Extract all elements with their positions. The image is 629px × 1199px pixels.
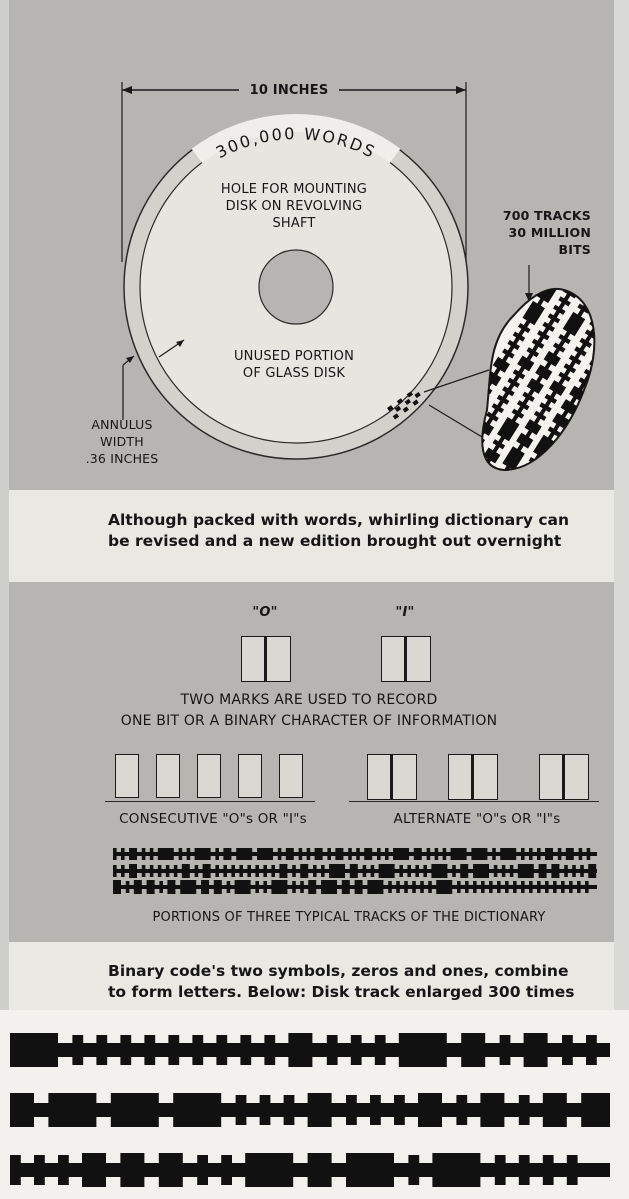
typical-track-1-block bbox=[364, 848, 372, 860]
tracks-label-line-3: BITS bbox=[558, 242, 591, 257]
hole-label-line-2: DISK ON REVOLVING bbox=[225, 199, 363, 214]
typical-track-1-block bbox=[566, 848, 574, 860]
hole-label-line-3: SHAFT bbox=[272, 216, 316, 231]
typical-track-2-tick bbox=[239, 865, 243, 877]
enlarged-track-1-tick bbox=[562, 1035, 573, 1065]
mounting-hole bbox=[259, 250, 333, 324]
enlarged-track-2-block bbox=[543, 1093, 567, 1127]
blob-track-1-block bbox=[460, 401, 482, 425]
blob-track-1-block bbox=[451, 423, 468, 439]
typical-track-2-tick bbox=[572, 865, 576, 877]
enlarged-track-3-tick bbox=[10, 1155, 21, 1185]
typical-track-1-block bbox=[257, 848, 273, 860]
typical-track-2-tick bbox=[399, 865, 403, 877]
typical-track-1-block bbox=[500, 848, 516, 860]
enlarged-track-3-tick bbox=[519, 1155, 530, 1185]
enlarged-track-2-tick bbox=[456, 1095, 467, 1125]
typical-track-1-tick bbox=[529, 848, 533, 860]
enlarged-track-1-tick bbox=[240, 1035, 251, 1065]
typical-track-1-tick bbox=[377, 848, 381, 860]
typical-track-2-block bbox=[379, 864, 395, 878]
hole-label bbox=[189, 181, 399, 232]
typical-track-3-tick bbox=[292, 881, 296, 893]
enlarged-track-marks-large bbox=[0, 1010, 629, 1199]
typical-track-3-tick bbox=[569, 881, 573, 893]
enlarged-track-2-block bbox=[173, 1093, 221, 1127]
enlarged-track-2-tick bbox=[519, 1095, 530, 1125]
annulus-label bbox=[67, 416, 177, 467]
enlarged-track-3-tick bbox=[197, 1155, 208, 1185]
enlargement-leader-bottom bbox=[429, 405, 487, 440]
typical-track-2-block bbox=[350, 864, 358, 878]
enlarged-track-3-tick bbox=[221, 1155, 232, 1185]
enlarged-track-1-tick bbox=[144, 1035, 155, 1065]
typical-track-2-tick bbox=[247, 865, 251, 877]
typical-track-2-block bbox=[279, 864, 287, 878]
typical-track-1-tick bbox=[113, 848, 117, 860]
enlarged-track-2-tick bbox=[236, 1095, 247, 1125]
typical-track-3-tick bbox=[481, 881, 485, 893]
typical-track-2-block bbox=[182, 864, 190, 878]
tracks-label bbox=[476, 207, 591, 258]
enlarged-track-3-tick bbox=[34, 1155, 45, 1185]
enlarged-track-1-tick bbox=[72, 1035, 83, 1065]
typical-track-2-tick bbox=[231, 865, 235, 877]
typical-track-3-block bbox=[235, 880, 251, 894]
typical-track-3-tick bbox=[126, 881, 130, 893]
typical-track-3-block bbox=[147, 880, 155, 894]
typical-track-2-block bbox=[431, 864, 447, 878]
typical-track-2-tick bbox=[121, 865, 125, 877]
typical-track-1-block bbox=[545, 848, 553, 860]
typical-track-1-tick bbox=[150, 848, 154, 860]
enlarged-track-3-block bbox=[308, 1153, 332, 1187]
unused-portion-label bbox=[204, 348, 384, 382]
typical-track-2-tick bbox=[415, 865, 419, 877]
enlarged-track-2-block bbox=[480, 1093, 504, 1127]
enlarged-track-1-block bbox=[524, 1033, 548, 1067]
typical-track-1-tick bbox=[435, 848, 439, 860]
typical-track-1-tick bbox=[356, 848, 360, 860]
disk-diagram-panel bbox=[9, 0, 614, 490]
typical-track-2-tick bbox=[423, 865, 427, 877]
typical-track-3-tick bbox=[545, 881, 549, 893]
typical-track-2-tick bbox=[494, 865, 498, 877]
blob-track-1-tick bbox=[442, 445, 455, 455]
blob-track-5-block bbox=[599, 338, 614, 354]
typical-track-2-tick bbox=[564, 865, 568, 877]
typical-track-2-tick bbox=[271, 865, 275, 877]
enlarged-track-3-block bbox=[346, 1153, 394, 1187]
typical-track-3-tick bbox=[537, 881, 541, 893]
typical-track-3-tick bbox=[412, 881, 416, 893]
typical-track-1-block bbox=[223, 848, 231, 860]
typical-track-3-tick bbox=[465, 881, 469, 893]
typical-track-2-tick bbox=[292, 865, 296, 877]
dimension-arrow-left bbox=[122, 86, 132, 94]
typical-track-3-tick bbox=[159, 881, 163, 893]
blob-track-5-block bbox=[607, 325, 614, 341]
typical-track-2-tick bbox=[174, 865, 178, 877]
typical-track-2-block bbox=[129, 864, 137, 878]
typical-track-3-block bbox=[271, 880, 287, 894]
typical-track-3-tick bbox=[428, 881, 432, 893]
typical-track-1-tick bbox=[142, 848, 146, 860]
typical-track-3-block bbox=[214, 880, 222, 894]
typical-track-3-block bbox=[113, 880, 121, 894]
typical-track-3-tick bbox=[300, 881, 304, 893]
typical-track-1-tick bbox=[427, 848, 431, 860]
enlarged-track-1-tick bbox=[375, 1035, 386, 1065]
typical-track-1-tick bbox=[385, 848, 389, 860]
typical-track-1-tick bbox=[327, 848, 331, 860]
dimension-arrow-right bbox=[456, 86, 466, 94]
enlarged-track-1-tick bbox=[120, 1035, 131, 1065]
typical-track-2-tick bbox=[502, 865, 506, 877]
typical-track-1-tick bbox=[121, 848, 125, 860]
typical-track-1-tick bbox=[492, 848, 496, 860]
enlarged-track-1-tick bbox=[216, 1035, 227, 1065]
typical-track-1-block bbox=[129, 848, 137, 860]
unused-label-line-1: UNUSED PORTION bbox=[233, 349, 355, 364]
typical-track-3-block bbox=[355, 880, 363, 894]
tracks-label-line-1: 700 TRACKS bbox=[502, 208, 591, 223]
typical-track-3-tick bbox=[553, 881, 557, 893]
typical-track-3-tick bbox=[489, 881, 493, 893]
tracks-label-line-2: 30 MILLION bbox=[508, 225, 591, 240]
enlarged-track-2-block bbox=[10, 1093, 34, 1127]
typical-track-2-block bbox=[518, 864, 534, 878]
enlarged-track-3-tick bbox=[543, 1155, 554, 1185]
typical-track-1-block bbox=[393, 848, 409, 860]
two-marks-line-1: TWO MARKS ARE USED TO RECORD bbox=[180, 692, 438, 708]
enlarged-track-3-block bbox=[82, 1153, 106, 1187]
typical-track-1-tick bbox=[179, 848, 183, 860]
tracks-caption: PORTIONS OF THREE TYPICAL TRACKS OF THE DICTIONARY bbox=[152, 910, 546, 925]
typical-track-3-tick bbox=[404, 881, 408, 893]
enlarged-disk-track bbox=[0, 1010, 629, 1199]
enlarged-track-1-block bbox=[288, 1033, 312, 1067]
two-marks-line-2: ONE BIT OR A BINARY CHARACTER OF INFORMATION bbox=[120, 713, 498, 729]
enlarged-track-1-block bbox=[399, 1033, 447, 1067]
typical-track-3-block bbox=[342, 880, 350, 894]
enlarged-track-2-block bbox=[418, 1093, 442, 1127]
blob-track-2-tick bbox=[467, 442, 480, 452]
typical-track-2-tick bbox=[215, 865, 219, 877]
typical-track-3-tick bbox=[585, 881, 589, 893]
blob-track-5-tick bbox=[510, 487, 523, 490]
enlarged-track-2-block bbox=[111, 1093, 159, 1127]
blob-track-3-block bbox=[587, 281, 604, 297]
enlarged-track-1-tick bbox=[586, 1035, 597, 1065]
typical-track-3-tick bbox=[263, 881, 267, 893]
dimension-label: 10 INCHES bbox=[249, 83, 329, 98]
caption-binary-line-2: to form letters. Below: Disk track enlarged 300 times bbox=[108, 983, 575, 1001]
typical-track-3-block bbox=[308, 880, 316, 894]
enlarged-track-1-block bbox=[10, 1033, 58, 1067]
blob-track-1-tick bbox=[447, 437, 460, 447]
typical-track-1-block bbox=[236, 848, 252, 860]
typical-track-3-tick bbox=[497, 881, 501, 893]
enlarged-track-3-block bbox=[245, 1153, 293, 1187]
caption-binary bbox=[108, 961, 575, 1003]
typical-track-2-tick bbox=[407, 865, 411, 877]
enlarged-track-2-block bbox=[308, 1093, 332, 1127]
typical-track-3-block bbox=[436, 880, 452, 894]
enlarged-track-1-tick bbox=[96, 1035, 107, 1065]
typical-track-2-tick bbox=[255, 865, 259, 877]
blob-track-2-block bbox=[458, 450, 475, 466]
typical-track-1-tick bbox=[521, 848, 525, 860]
enlarged-track-3-tick bbox=[58, 1155, 69, 1185]
typical-track-3-block bbox=[134, 880, 142, 894]
typical-track-1-tick bbox=[558, 848, 562, 860]
typical-track-1-tick bbox=[537, 848, 541, 860]
typical-track-2-tick bbox=[195, 865, 199, 877]
typical-track-3-tick bbox=[529, 881, 533, 893]
enlarged-track-2-tick bbox=[370, 1095, 381, 1125]
typical-tracks bbox=[9, 582, 614, 942]
typical-track-2-tick bbox=[166, 865, 170, 877]
typical-track-1-block bbox=[158, 848, 174, 860]
typical-track-3-tick bbox=[396, 881, 400, 893]
typical-track-1-block bbox=[335, 848, 343, 860]
typical-track-2-tick bbox=[580, 865, 584, 877]
typical-track-2-block bbox=[329, 864, 345, 878]
enlarged-track-1-tick bbox=[500, 1035, 511, 1065]
blob-track-5-tick bbox=[594, 352, 607, 362]
typical-track-1-block bbox=[414, 848, 422, 860]
typical-track-1-block bbox=[471, 848, 487, 860]
enlarged-track-2-tick bbox=[346, 1095, 357, 1125]
blob-track-4-tick bbox=[493, 477, 506, 487]
typical-track-3-block bbox=[167, 880, 175, 894]
typical-track-3-tick bbox=[505, 881, 509, 893]
typical-track-2-tick bbox=[113, 865, 117, 877]
enlarged-track-2-tick bbox=[284, 1095, 295, 1125]
enlarged-track-3-tick bbox=[567, 1155, 578, 1185]
typical-track-2-tick bbox=[363, 865, 367, 877]
enlarged-track-2-tick bbox=[260, 1095, 271, 1125]
annulus-label-line-2: WIDTH bbox=[100, 434, 144, 449]
enlarged-track-1-tick bbox=[327, 1035, 338, 1065]
typical-track-1-tick bbox=[187, 848, 191, 860]
typical-track-2-tick bbox=[510, 865, 514, 877]
typical-track-2-tick bbox=[263, 865, 267, 877]
typical-track-1-tick bbox=[299, 848, 303, 860]
typical-track-1-tick bbox=[579, 848, 583, 860]
typical-track-3-tick bbox=[420, 881, 424, 893]
typical-track-3-tick bbox=[227, 881, 231, 893]
caption-binary-line-1: Binary code's two symbols, zeros and ones, combine bbox=[108, 962, 569, 980]
caption-disk bbox=[108, 510, 569, 552]
typical-track-3-tick bbox=[521, 881, 525, 893]
typical-track-1-block bbox=[286, 848, 294, 860]
ring-text: 300,000 WORDS bbox=[212, 124, 380, 163]
caption-disk-line-1: Although packed with words, whirling dictionary can bbox=[108, 511, 570, 529]
enlarged-track-3-tick bbox=[495, 1155, 506, 1185]
typical-track-2-block bbox=[300, 864, 308, 878]
blob-track-4-block bbox=[603, 285, 614, 309]
enlarged-track-2-block bbox=[581, 1093, 610, 1127]
typical-track-1-tick bbox=[278, 848, 282, 860]
enlarged-track-2-block bbox=[48, 1093, 96, 1127]
enlarged-track-3-block bbox=[432, 1153, 480, 1187]
typical-track-2-tick bbox=[158, 865, 162, 877]
typical-track-2-block bbox=[588, 864, 596, 878]
hole-label-line-1: HOLE FOR MOUNTING bbox=[220, 182, 368, 197]
typical-track-3-tick bbox=[457, 881, 461, 893]
enlarged-track-1-block bbox=[461, 1033, 485, 1067]
typical-track-3-tick bbox=[255, 881, 259, 893]
typical-track-2-block bbox=[551, 864, 559, 878]
blob-track-1-tick bbox=[551, 270, 564, 280]
alternate-label: ALTERNATE "O"s OR "I"s bbox=[393, 811, 561, 827]
annulus-label-line-1: ANNULUS bbox=[91, 417, 153, 432]
typical-track-3-tick bbox=[388, 881, 392, 893]
typical-track-2-tick bbox=[142, 865, 146, 877]
enlarged-track-3-block bbox=[159, 1153, 183, 1187]
typical-track-1-tick bbox=[348, 848, 352, 860]
enlarged-track-1-tick bbox=[168, 1035, 179, 1065]
enlarged-track-3-tick bbox=[408, 1155, 419, 1185]
typical-track-3-block bbox=[367, 880, 383, 894]
enlarged-track-2-tick bbox=[394, 1095, 405, 1125]
blob-track-1-tick bbox=[556, 262, 569, 272]
typical-track-1-tick bbox=[587, 848, 591, 860]
typical-track-1-block bbox=[195, 848, 211, 860]
typical-track-1-tick bbox=[307, 848, 311, 860]
unused-label-line-2: OF GLASS DISK bbox=[242, 366, 346, 381]
blob-track-1-tick bbox=[475, 393, 488, 403]
typical-track-2-block bbox=[460, 864, 468, 878]
one-label: "I" bbox=[395, 605, 415, 620]
typical-track-2-block bbox=[539, 864, 547, 878]
blob-track-4-tick bbox=[599, 307, 612, 317]
binary-marks-panel bbox=[9, 582, 614, 942]
typical-track-1-tick bbox=[215, 848, 219, 860]
consecutive-label: CONSECUTIVE "O"s OR "I"s bbox=[119, 811, 307, 827]
typical-track-3-block bbox=[321, 880, 337, 894]
typical-track-2-tick bbox=[452, 865, 456, 877]
typical-track-1-block bbox=[315, 848, 323, 860]
typical-track-2-tick bbox=[313, 865, 317, 877]
typical-track-3-block bbox=[180, 880, 196, 894]
typical-track-3-tick bbox=[473, 881, 477, 893]
typical-track-3-tick bbox=[513, 881, 517, 893]
typical-track-3-tick bbox=[561, 881, 565, 893]
typical-track-2-tick bbox=[371, 865, 375, 877]
typical-track-2-tick bbox=[150, 865, 154, 877]
typical-track-1-block bbox=[451, 848, 467, 860]
enlarged-track-1-tick bbox=[351, 1035, 362, 1065]
typical-track-1-tick bbox=[443, 848, 447, 860]
typical-track-3-tick bbox=[577, 881, 581, 893]
typical-track-2-block bbox=[473, 864, 489, 878]
typical-track-3-block bbox=[201, 880, 209, 894]
typical-track-2-tick bbox=[223, 865, 227, 877]
enlarged-track-1-tick bbox=[264, 1035, 275, 1065]
typical-track-2-block bbox=[203, 864, 211, 878]
enlarged-track-1-tick bbox=[192, 1035, 203, 1065]
zero-label: "O" bbox=[252, 605, 278, 620]
enlarged-track-3-block bbox=[120, 1153, 144, 1187]
annulus-label-line-3: .36 INCHES bbox=[85, 451, 159, 466]
caption-disk-line-2: be revised and a new edition brought out overnight bbox=[108, 532, 562, 550]
typical-track-2-tick bbox=[321, 865, 325, 877]
